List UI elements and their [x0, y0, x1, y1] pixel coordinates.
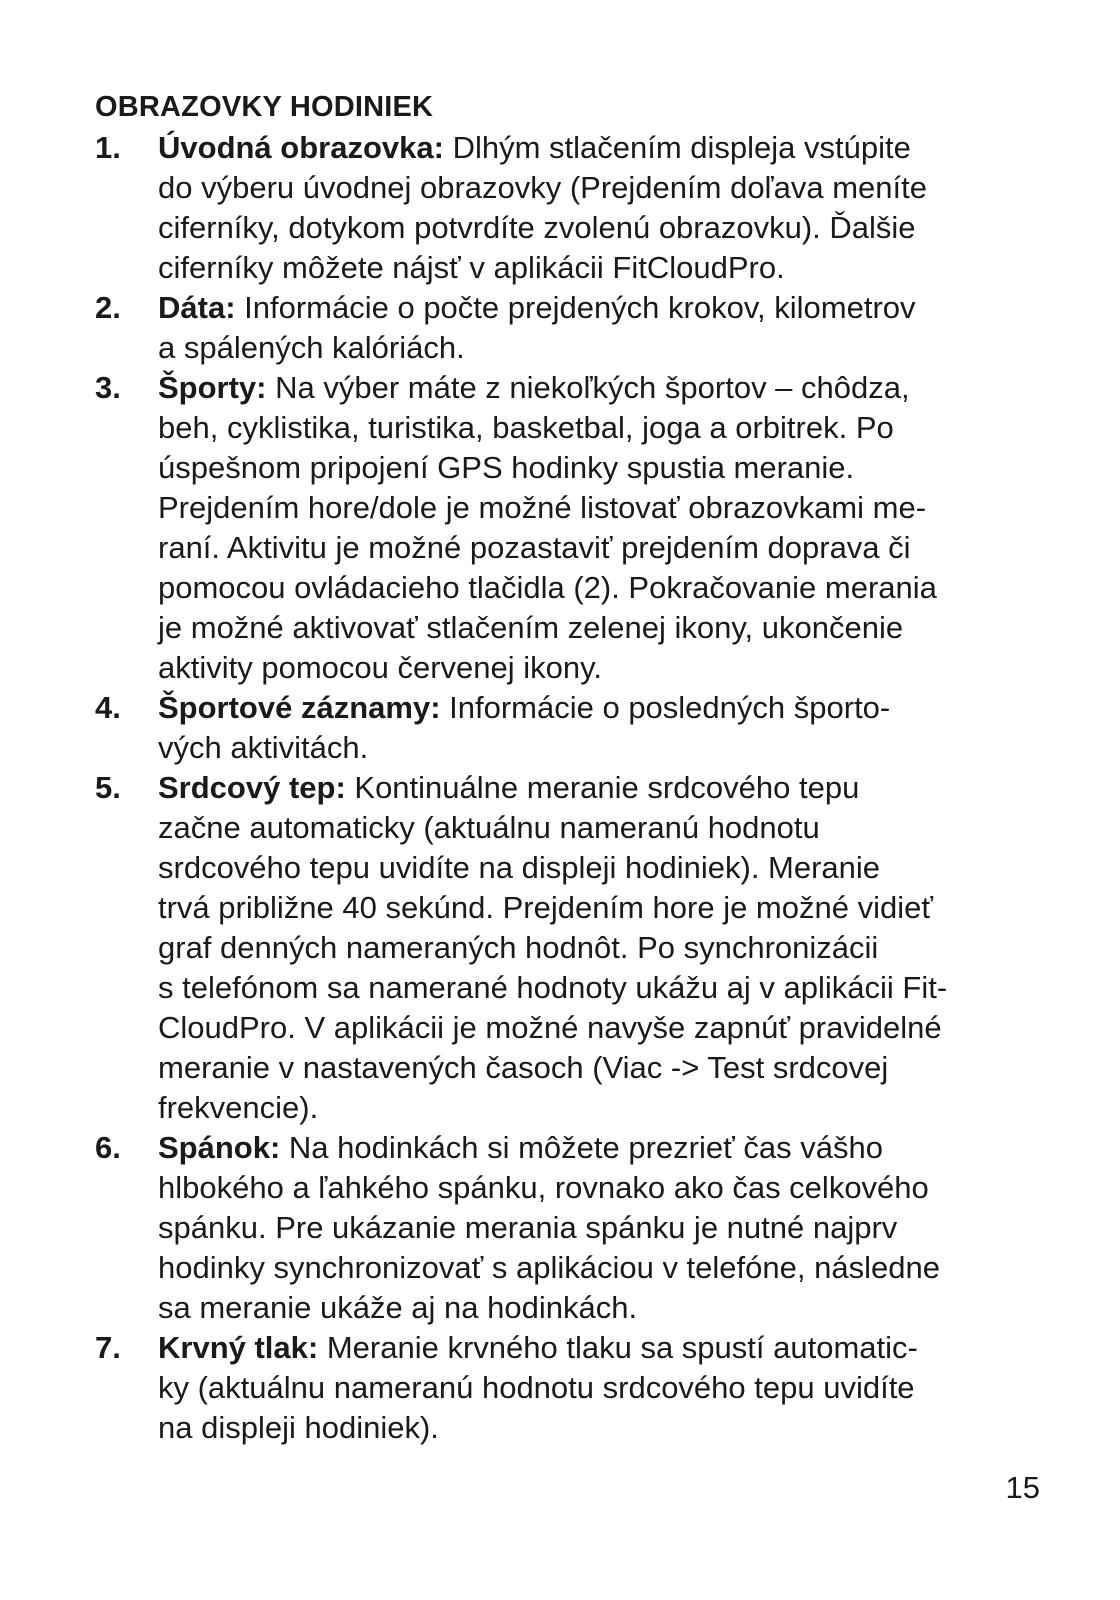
- item-line: spánku. Pre ukázanie merania spánku je nutné najprv: [158, 1210, 898, 1245]
- item-line: na displeji hodiniek).: [158, 1410, 439, 1445]
- item-line: [158, 368, 1015, 408]
- item-text: [158, 128, 1015, 288]
- item-text: [158, 1328, 1015, 1448]
- item-text: [158, 688, 1015, 768]
- item-description: Na výber máte z niekoľkých športov – chôdza,: [266, 370, 910, 405]
- item-description: Meranie krvného tlaku sa spustí automatic-: [318, 1330, 918, 1365]
- item-number: 3.: [95, 370, 121, 405]
- item-line: vých aktivitách.: [158, 730, 369, 765]
- item-description: Na hodinkách si môžete prezrieť čas vášho: [280, 1130, 883, 1165]
- item-line: úspešnom pripojení GPS hodinky spustia meranie.: [158, 450, 855, 485]
- item-line: meranie v nastavených časoch (Viac -> Test srdcovej: [158, 1050, 889, 1085]
- list-item: [95, 368, 1015, 688]
- item-line: graf denných nameraných hodnôt. Po synchronizácii: [158, 930, 879, 965]
- item-number: 4.: [95, 690, 121, 725]
- list-item: [95, 768, 1015, 1128]
- item-term: Krvný tlak:: [158, 1330, 319, 1365]
- item-line: je možné aktivovať stlačením zelenej ikony, ukončenie: [158, 610, 904, 645]
- item-line: beh, cyklistika, turistika, basketbal, joga a orbitrek. Po: [158, 410, 894, 445]
- list-item: [95, 688, 1015, 768]
- item-number: 2.: [95, 290, 121, 325]
- item-line: CloudPro. V aplikácii je možné navyše zapnúť pravidelné: [158, 1010, 942, 1045]
- item-line: hodinky synchronizovať s aplikáciou v telefóne, následne: [158, 1250, 940, 1285]
- item-line: hlbokého a ľahkého spánku, rovnako ako čas celkového: [158, 1170, 929, 1205]
- item-line: začne automaticky (aktuálnu nameranú hodnotu: [158, 810, 820, 845]
- item-line: [158, 288, 1015, 328]
- page-number: 15: [1005, 1470, 1040, 1505]
- item-line: [158, 688, 1015, 728]
- item-term: Úvodná obrazovka:: [158, 130, 444, 165]
- item-description: Dlhým stlačením displeja vstúpite: [443, 130, 911, 165]
- list-item: [95, 128, 1015, 288]
- screens-list: [95, 128, 1015, 1448]
- item-description: Informácie o počte prejdených krokov, kilometrov: [235, 290, 916, 325]
- item-line: [158, 768, 1015, 808]
- item-description: Informácie o posledných športo-: [440, 690, 891, 725]
- item-line: s telefónom sa namerané hodnoty ukážu aj v aplikácii Fit-: [158, 970, 948, 1005]
- item-number: 5.: [95, 770, 121, 805]
- section-heading: OBRAZOVKY HODINIEK: [95, 91, 434, 123]
- item-term: Dáta:: [158, 290, 236, 325]
- item-line: frekvencie).: [158, 1090, 319, 1125]
- item-line: ciferníky, dotykom potvrdíte zvolenú obrazovku). Ďalšie: [158, 210, 916, 245]
- list-item: [95, 1328, 1015, 1448]
- item-description: Kontinuálne meranie srdcového tepu: [345, 770, 860, 805]
- list-item: [95, 1128, 1015, 1328]
- item-term: Srdcový tep:: [158, 770, 346, 805]
- item-text: [158, 1128, 1015, 1328]
- item-line: a spálených kalóriách.: [158, 330, 465, 365]
- item-number: 1.: [95, 130, 121, 165]
- item-term: Športové záznamy:: [158, 690, 441, 725]
- item-line: pomocou ovládacieho tlačidla (2). Pokračovanie merania: [158, 570, 937, 605]
- item-term: Spánok:: [158, 1130, 281, 1165]
- item-number: 7.: [95, 1330, 121, 1365]
- item-line: [158, 128, 1015, 168]
- item-line: [158, 1128, 1015, 1168]
- list-item: [95, 288, 1015, 368]
- item-line: do výberu úvodnej obrazovky (Prejdením doľava meníte: [158, 170, 927, 205]
- item-line: sa meranie ukáže aj na hodinkách.: [158, 1290, 638, 1325]
- item-term: Športy:: [158, 370, 267, 405]
- item-line: aktivity pomocou červenej ikony.: [158, 650, 602, 685]
- item-line: Prejdením hore/dole je možné listovať obrazovkami me-: [158, 490, 927, 525]
- item-line: ciferníky môžete nájsť v aplikácii FitCloudPro.: [158, 250, 785, 285]
- item-line: srdcového tepu uvidíte na displeji hodiniek). Meranie: [158, 850, 881, 885]
- item-line: [158, 1328, 1015, 1368]
- item-text: [158, 288, 1015, 368]
- item-line: trvá približne 40 sekúnd. Prejdením hore je možné vidieť: [158, 890, 933, 925]
- item-line: ky (aktuálnu nameranú hodnotu srdcového tepu uvidíte: [158, 1370, 915, 1405]
- item-number: 6.: [95, 1130, 121, 1165]
- item-line: raní. Aktivitu je možné pozastaviť prejdením doprava či: [158, 530, 911, 565]
- item-text: [158, 368, 1015, 688]
- item-text: [158, 768, 1015, 1128]
